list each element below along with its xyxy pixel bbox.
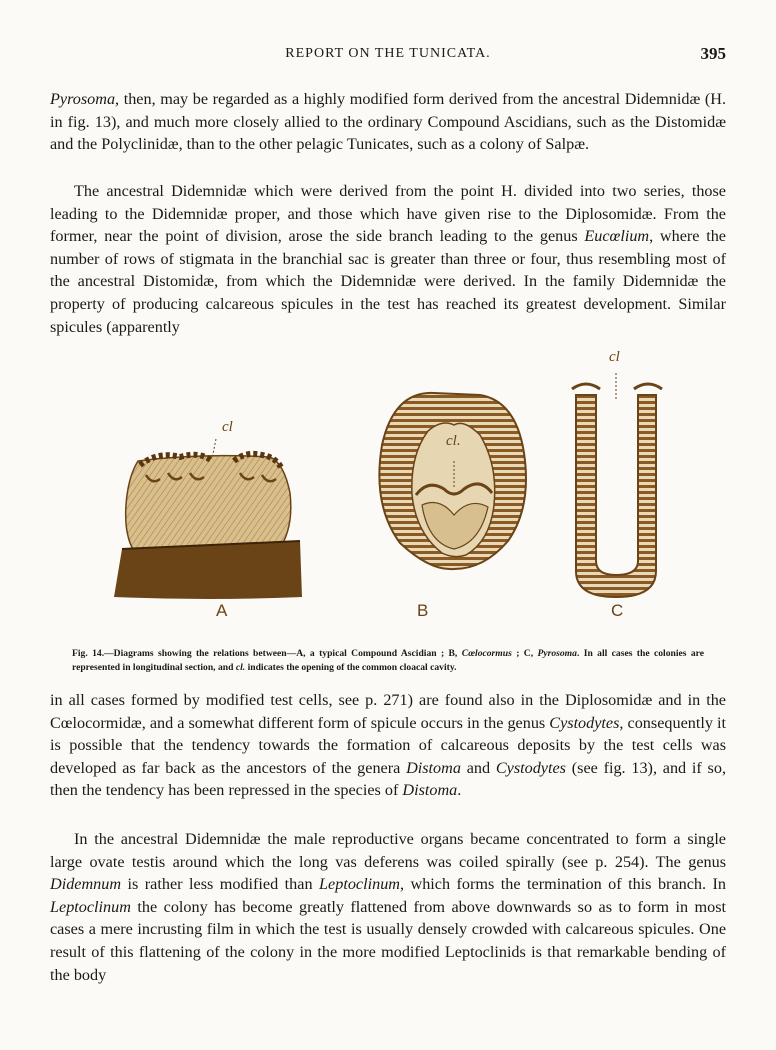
figure-caption: Fig. 14.—Diagrams showing the relations between—A, a typical Compound Ascidian ; B, Cœlocormus ; C, Pyrosoma. In all cases the colonies are represented in longitudinal section, and cl. indicates the opening of the common cloacal cavity. [72,647,704,673]
figure-14 [50,349,726,625]
italic-run: cl. [235,661,246,673]
italic-run: Didemnum [50,875,122,894]
italic-run: Cœlocormus [461,647,512,659]
paragraph-2: The ancestral Didemnidæ which were derived from the point H. divided into two series, those leading to the Didemnidæ proper, and those which have given rise to the Diplosomidæ. From the former, near the point of division, arose the side branch leading to the genus Eucœlium, where the number of rows of stigmata in the branchial sac is greater than three or four, thus resembling most of the ancestral Distomidæ, from which the Didemnidæ were derived. In the family Didemnidæ the property of producing calcareous spicules in the test has reached its greatest development. Similar spicules (apparently [50,182,726,336]
page-number: 395 [700,44,726,63]
italic-run: Leptoclinum [319,875,400,894]
italic-run: Eucœlium [584,227,650,246]
cl-label-a: cl [222,419,233,435]
diagram-a [114,439,302,599]
running-title: REPORT ON THE TUNICATA. [285,46,491,61]
italic-run: Cystodytes [495,758,566,777]
paragraph-1: Pyrosoma, then, may be regarded as a highly modified form derived from the ancestral Didemnidæ (H. in fig. 13), and much more closely allied to the ordinary Compound Ascidians, such as the Distomidæ and the Polyclinidæ, than to the other pelagic Tunicates, such as a colony of Salpæ. [50,90,726,154]
paragraph-3: in all cases formed by modified test cells, see p. 271) are found also in the Diplosomidæ and in the Cœlocormidæ, and a somewhat different form of spicule occurs in the genus Cystodytes, consequently it is possible that the tendency towards the formation of calcareous deposits by the test cells was developed as far back as the ancestors of the genera Distoma and Cystodytes (see fig. 13), and if so, then the tendency has been repressed in the species of Distoma. [50,691,726,800]
italic-run: Pyrosoma [50,90,116,108]
italic-run: Distoma [406,758,461,777]
cl-label-b: cl. [446,433,461,449]
cl-label-c: cl [609,349,620,365]
figure-label-c: C [611,601,624,620]
running-header [50,44,726,66]
italic-run: Leptoclinum [50,897,131,916]
diagram-c [572,373,662,597]
italic-run: Cystodytes [549,713,620,732]
figure-label-a: A [216,601,228,620]
diagram-b [379,393,526,569]
italic-run: Pyrosoma [537,647,577,659]
italic-run: Distoma [402,781,458,800]
figure-label-b: B [417,601,429,620]
figure-drawings [50,365,726,625]
paragraph-4: In the ancestral Didemnidæ the male reproductive organs became concentrated to form a single large ovate testis around which the long vas deferens was coiled spirally (see p. 254). The genus Didemnum is rather less modified than Leptoclinum, which forms the termination of this branch. In Leptoclinum the colony has become greatly flattened from above downwards so as to form in most cases a mere incrusting film in which the test is usually densely crowded with calcareous spicules. One result of this flattening of the colony in the more modified Leptoclinids is that remarkable bending of the body [50,830,727,984]
